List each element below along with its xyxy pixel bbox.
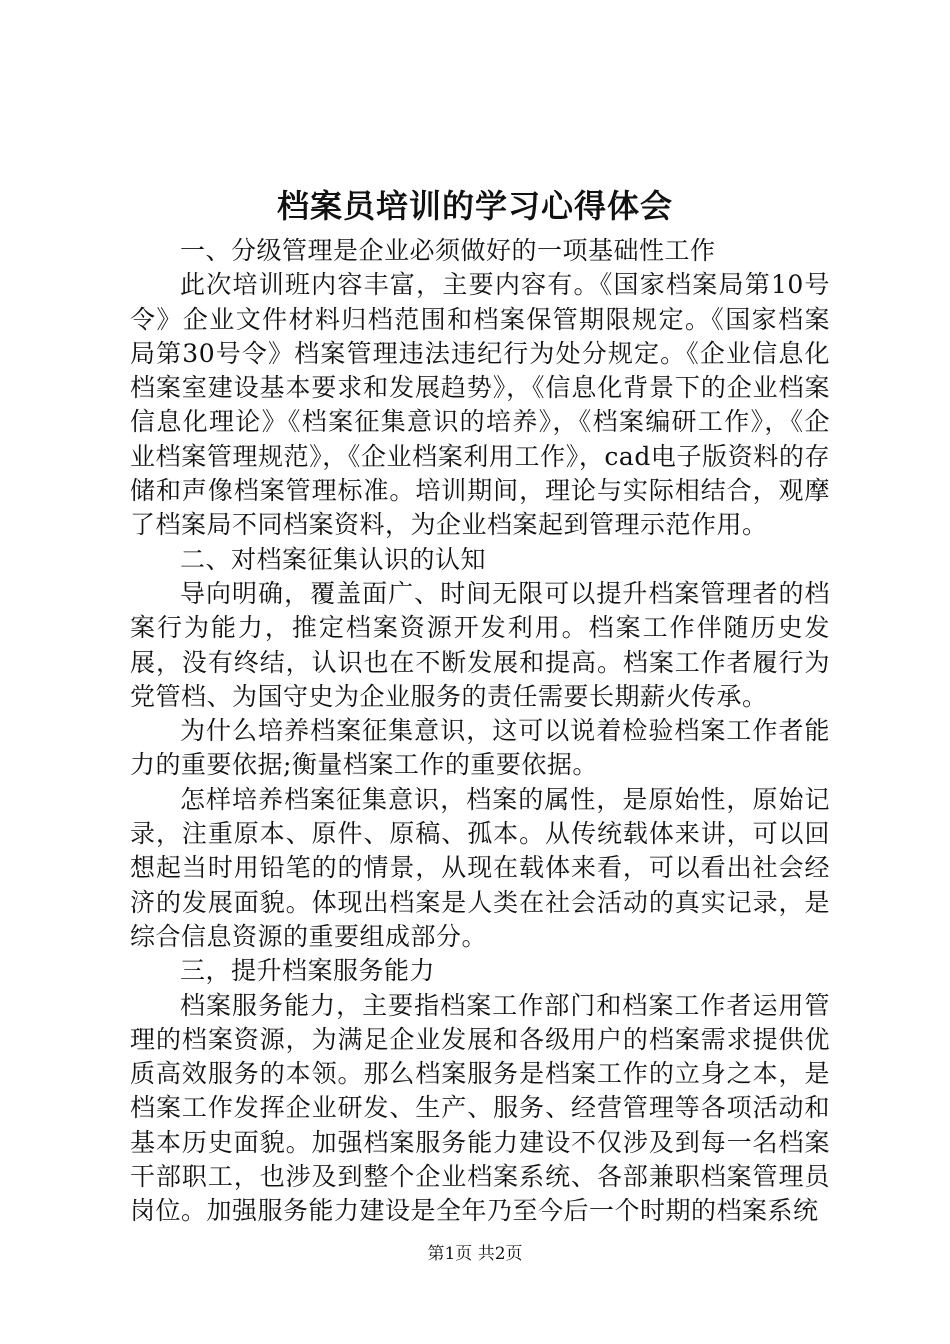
paragraph-5: 档案服务能力，主要指档案工作部门和档案工作者运用管理的档案资源，为满足企业发展和各级用户的档案需求提供优质高效服务的本领。那么档案服务是档案工作的立身之本，是档案工作发挥企业研发、生产、服务、经营管理等各项活动和基本历史面貌。加强档案服务能力建设不仅涉及到每一名档案干部职工，也涉及到整个企业档案系统、各部兼职档案管理员岗位。加强服务能力建设是全年乃至今后一个时期的档案系统 xyxy=(130,990,830,1226)
section-heading-3: 三，提升档案服务能力 xyxy=(180,956,436,986)
document-title: 档案员培训的学习心得体会 xyxy=(276,187,673,225)
document-body xyxy=(130,234,830,1229)
paragraph-1: 此次培训班内容丰富，主要内容有。《国家档案局第10号令》企业文件材料归档范围和档案保管期限规定。《国家档案局第30号令》档案管理违法违纪行为处分规定。《企业信息化档案室建设基本要求和发展趋势》，《信息化背景下的企业档案信息化理论》《档案征集意识的培养》，《档案编研工作》，《企业档案管理规范》，《企业档案利用工作》，cad电子版资料的存储和声像档案管理标准。培训期间，理论与实际相结合，观摩了档案局不同档案资料，为企业档案起到管理示范作用。 xyxy=(130,270,830,540)
section-heading-1: 一、分级管理是企业必须做好的一项基础性工作 xyxy=(180,236,716,265)
paragraph-4: 怎样培养档案征集意识，档案的属性，是原始性，原始记录，注重原本、原件、原稿、孤本。从传统载体来讲，可以回想起当时用铅笔的的情景，从现在载体来看，可以看出社会经济的发展面貌。体现出档案是人类在社会活动的真实记录，是综合信息资源的重要组成部分。 xyxy=(130,784,830,951)
section-heading-2: 二、对档案征集认识的认知 xyxy=(180,544,487,574)
paragraph-2: 导向明确，覆盖面广、时间无限可以提升档案管理者的档案行为能力，推定档案资源开发利用。档案工作伴随历史发展，没有终结，认识也在不断发展和提高。档案工作者履行为党管档、为国守史为企业服务的责任需要长期薪火传承。 xyxy=(130,578,830,711)
paragraph-3: 为什么培养档案征集意识，这可以说着检验档案工作者能力的重要依据;衡量档案工作的重要依据。 xyxy=(130,716,830,780)
page-number-footer: 第1页 共2页 xyxy=(427,1244,523,1264)
